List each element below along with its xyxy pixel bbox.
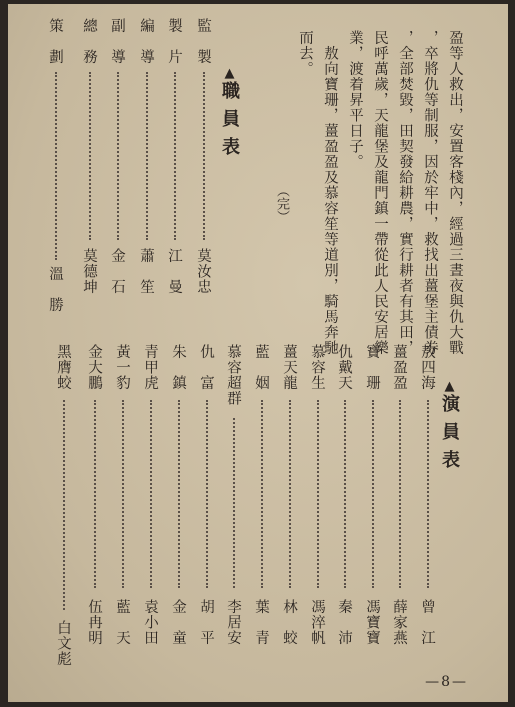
staff-name: 莫德坤 <box>81 248 97 295</box>
cast-actor: 馮淬帆 <box>309 599 325 646</box>
dotted-leader <box>178 400 182 588</box>
cast-role: 仇戴天 <box>336 344 352 391</box>
cast-role: 薑天龍 <box>281 344 297 391</box>
cast-actor: 馮寶寶 <box>364 599 380 646</box>
cast-role: 仇 富 <box>198 344 214 391</box>
story-line: 業，渡着昇平日子。 <box>347 30 363 170</box>
cast-actor: 薛家燕 <box>391 599 407 646</box>
book-page <box>8 4 508 702</box>
dotted-leader <box>233 418 237 588</box>
story-line: ，全部焚毀，田契發給耕農，實行耕者有其田， <box>397 30 413 356</box>
dotted-leader <box>117 72 121 240</box>
story-line: 敖向寶珊，薑盈盈及慕容笙等道別，騎馬奔馳 <box>322 30 338 356</box>
cast-role: 慕容生 <box>309 344 325 391</box>
staff-role: 編 導 <box>138 18 154 65</box>
story-line: ，卒將仇等制服，因於牢中，救找出薑堡主債券 <box>422 30 438 356</box>
cast-role: 藍 姻 <box>253 344 269 391</box>
cast-actor: 曾 江 <box>419 599 435 646</box>
cast-role: 敖四海 <box>419 344 435 391</box>
dotted-leader <box>344 400 348 588</box>
cast-actor: 林 蛟 <box>281 599 297 646</box>
page-number: —8— <box>425 674 468 690</box>
dotted-leader <box>427 400 431 588</box>
staff-title-text: 職員表 <box>219 81 240 165</box>
dotted-leader <box>122 400 126 588</box>
staff-role: 總 務 <box>81 18 97 65</box>
staff-role: 監 製 <box>195 18 211 65</box>
dotted-leader <box>146 72 150 240</box>
cast-role: 青甲虎 <box>142 344 158 391</box>
cast-role: 薑盈盈 <box>391 344 407 391</box>
cast-role: 金大鵬 <box>86 344 102 391</box>
staff-name: 金 石 <box>109 248 125 295</box>
staff-name: 溫 勝 <box>47 266 63 313</box>
staff-role: 策 劃 <box>47 18 63 65</box>
dotted-leader <box>317 400 321 588</box>
cast-actor: 秦 沛 <box>336 599 352 646</box>
story-line: 民呼萬歲，天龍堡及龍門鎮一帶從此人民安居樂 <box>372 30 388 356</box>
story-line: 盈等人救出，安置客棧內，經過三晝夜與仇大戰 <box>447 30 463 356</box>
cast-actor: 李居安 <box>225 599 241 646</box>
cast-actor: 伍冉明 <box>86 599 102 646</box>
dotted-leader <box>399 400 403 588</box>
dotted-leader <box>174 72 178 240</box>
cast-actor: 金 童 <box>170 599 186 646</box>
cast-actor: 袁小田 <box>142 599 158 646</box>
cast-role: 寶 珊 <box>364 344 380 391</box>
cast-actor: 白文彪 <box>55 620 71 667</box>
dotted-leader <box>150 400 154 588</box>
dotted-leader <box>261 400 265 588</box>
dotted-leader <box>289 400 293 588</box>
staff-name: 莫汝忠 <box>195 248 211 295</box>
dotted-leader <box>206 400 210 588</box>
staff-role: 副 導 <box>109 18 125 65</box>
staff-role: 製 片 <box>166 18 182 65</box>
cast-role: 黑膺蛟 <box>55 344 71 391</box>
dotted-leader <box>55 72 59 260</box>
cast-title-text: 演員表 <box>439 394 460 478</box>
dotted-leader <box>89 72 93 240</box>
end-mark: （完） <box>274 184 289 223</box>
cast-actor: 胡 平 <box>198 599 214 646</box>
staff-title <box>216 66 242 165</box>
staff-name: 江 曼 <box>166 248 182 295</box>
triangle-marker-icon: ▲ <box>222 66 237 81</box>
staff-name: 蕭 笙 <box>138 248 154 295</box>
cast-actor: 藍 天 <box>114 599 130 646</box>
dotted-leader <box>203 72 207 240</box>
dotted-leader <box>94 400 98 588</box>
cast-role: 黃一豹 <box>114 344 130 391</box>
dotted-leader <box>372 400 376 588</box>
cast-role: 慕容超群 <box>225 344 241 406</box>
story-line: 而去。 <box>297 30 313 77</box>
cast-title <box>436 379 462 478</box>
triangle-marker-icon: ▲ <box>442 379 457 394</box>
cast-role: 朱 鎮 <box>170 344 186 391</box>
cast-actor: 葉 青 <box>253 599 269 646</box>
dotted-leader <box>63 400 67 610</box>
